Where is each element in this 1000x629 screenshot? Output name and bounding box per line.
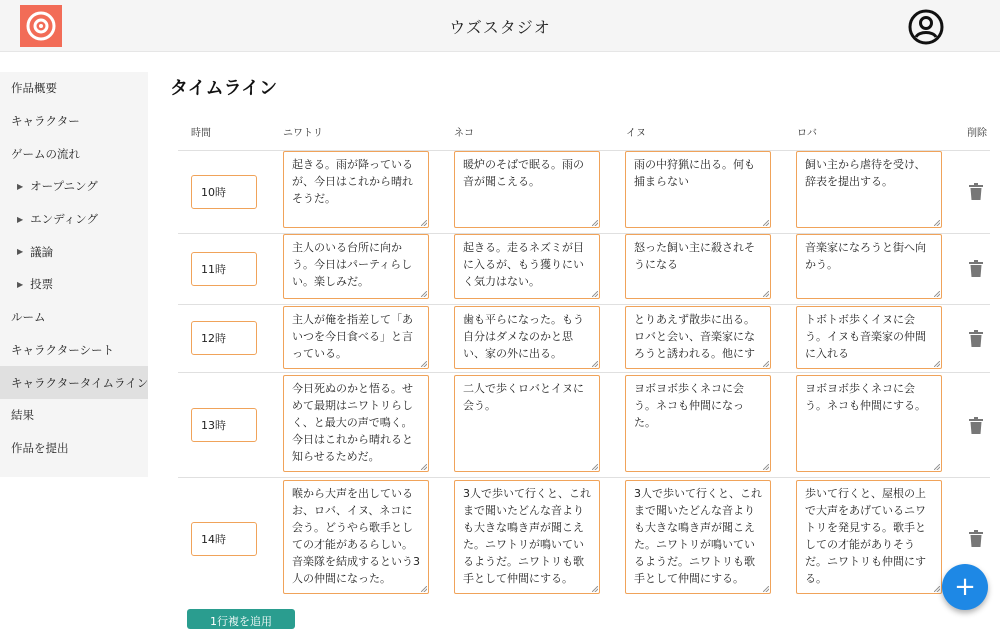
caret-right-icon: ▶	[17, 181, 24, 191]
trash-icon[interactable]	[969, 530, 983, 547]
sidebar-item-label: オープニング	[30, 179, 98, 194]
time-input[interactable]: 10時	[191, 175, 257, 209]
caret-right-icon: ▶	[17, 247, 24, 257]
sidebar-item-result[interactable]	[0, 399, 148, 432]
sidebar-item-label: 議論	[30, 244, 54, 259]
sidebar-item-label: 作品を提出	[11, 440, 69, 455]
chicken-textarea[interactable]: 主人のいる台所に向かう。今日はパーティらしい。楽しみだ。	[283, 234, 429, 299]
chicken-textarea[interactable]: 今日死ぬのかと悟る。せめて最期はニワトリらしく、と最大の声で鳴く。今日はこれから晴れると知らせるためだ。	[283, 375, 429, 472]
app-header	[0, 0, 1000, 52]
chicken-textarea[interactable]: 喉から大声を出しているお、ロバ、イヌ、ネコに会う。どうやら歌手としての才能があるらしい。音楽隊を結成するという3人の仲間になった。	[283, 480, 429, 594]
sidebar-item-label: ルーム	[11, 310, 46, 325]
time-input[interactable]: 11時	[191, 252, 257, 286]
sidebar-item-submit[interactable]	[0, 432, 148, 465]
sidebar-item-character-sheet[interactable]	[0, 334, 148, 367]
row-divider	[178, 372, 990, 373]
sidebar-item-label: エンディング	[30, 212, 99, 227]
dog-textarea[interactable]: ヨボヨボ歩くネコに会う。ネコも仲間になった。	[625, 375, 771, 472]
column-header-chicken: ニワトリ	[283, 128, 323, 139]
time-input[interactable]: 12時	[191, 321, 257, 355]
dog-textarea[interactable]: とりあえず散歩に出る。ロバと会い、音楽家になろうと誘われる。他にす	[625, 306, 771, 369]
add-row-button[interactable]: 1行複を追用	[187, 609, 295, 629]
trash-icon[interactable]	[969, 183, 983, 200]
sidebar-item-overview[interactable]	[0, 72, 148, 105]
cat-textarea[interactable]: 歯も平らになった。もう自分はダメなのかと思い、家の外に出る。	[454, 306, 600, 369]
sidebar-item-label: 作品概要	[11, 81, 57, 96]
chicken-textarea[interactable]: 起きる。雨が降っているが、今日はこれから晴れそうだ。	[283, 151, 429, 228]
account-circle-icon[interactable]	[908, 9, 944, 45]
plus-icon[interactable]: +	[942, 564, 988, 610]
row-divider	[178, 477, 990, 478]
dog-textarea[interactable]: 3人で歩いて行くと、これまで聞いたどんな音よりも大きな鳴き声が聞こえた。ニワトリが鳴いているようだ。ニワトリも歌手として仲間にする。	[625, 480, 771, 594]
dog-textarea[interactable]: 雨の中狩猟に出る。何も捕まらない	[625, 151, 771, 228]
sidebar	[0, 72, 148, 477]
sidebar-item-label: キャラクターシート	[11, 342, 115, 357]
sidebar-item-character-timeline[interactable]	[0, 366, 148, 399]
page-title: タイムライン	[170, 78, 278, 99]
cat-textarea[interactable]: 3人で歩いて行くと、これまで聞いたどんな音よりも大きな鳴き声が聞こえた。ニワトリが鳴いているようだ。ニワトリも歌手として仲間にする。	[454, 480, 600, 594]
column-header-time: 時間	[191, 128, 211, 139]
sidebar-item-characters[interactable]	[0, 105, 148, 138]
sidebar-item-label: キャラクター	[11, 114, 80, 129]
column-header-cat: ネコ	[454, 128, 474, 139]
donkey-textarea[interactable]: 飼い主から虐待を受け、辞表を提出する。	[796, 151, 942, 228]
cat-textarea[interactable]: 起きる。走るネズミが目に入るが、もう獲りにいく気力はない。	[454, 234, 600, 299]
trash-icon[interactable]	[969, 417, 983, 434]
sidebar-item-label: 結果	[11, 408, 34, 423]
sidebar-item-vote[interactable]	[0, 268, 148, 301]
sidebar-item-discussion[interactable]	[0, 235, 148, 268]
sidebar-item-game-flow[interactable]	[0, 137, 148, 170]
donkey-textarea[interactable]: トボトボ歩くイヌに会う。イヌも音楽家の仲間に入れる	[796, 306, 942, 369]
sidebar-item-label: キャラクタータイムライン	[11, 375, 148, 390]
sidebar-item-room[interactable]	[0, 301, 148, 334]
dog-textarea[interactable]: 怒った飼い主に殺されそうになる	[625, 234, 771, 299]
cat-textarea[interactable]: 暖炉のそばで眠る。雨の音が聞こえる。	[454, 151, 600, 228]
sidebar-item-ending[interactable]	[0, 203, 148, 236]
time-input[interactable]: 13時	[191, 408, 257, 442]
column-header-delete: 削除	[967, 128, 987, 139]
trash-icon[interactable]	[969, 330, 983, 347]
donkey-textarea[interactable]: ヨボヨボ歩くネコに会う。ネコも仲間にする。	[796, 375, 942, 472]
donkey-textarea[interactable]: 歩いて行くと、屋根の上で大声をあげているニワトリを発見する。歌手としての才能がありそうだ。ニワトリも仲間にする。	[796, 480, 942, 594]
chicken-textarea[interactable]: 主人が俺を指差して「あいつを今日食べる」と言っている。	[283, 306, 429, 369]
time-input[interactable]: 14時	[191, 522, 257, 556]
caret-right-icon: ▶	[17, 279, 24, 289]
app-title: ウズスタジオ	[449, 18, 551, 37]
column-header-dog: イヌ	[626, 128, 646, 139]
row-divider	[178, 304, 990, 305]
column-header-donkey: ロバ	[797, 128, 817, 139]
cat-textarea[interactable]: 二人で歩くロバとイヌに会う。	[454, 375, 600, 472]
caret-right-icon: ▶	[17, 214, 24, 224]
trash-icon[interactable]	[969, 260, 983, 277]
sidebar-item-opening[interactable]	[0, 170, 148, 203]
donkey-textarea[interactable]: 音楽家になろうと街へ向かう。	[796, 234, 942, 299]
sidebar-item-label: 投票	[30, 277, 54, 292]
sidebar-item-label: ゲームの流れ	[11, 146, 80, 161]
